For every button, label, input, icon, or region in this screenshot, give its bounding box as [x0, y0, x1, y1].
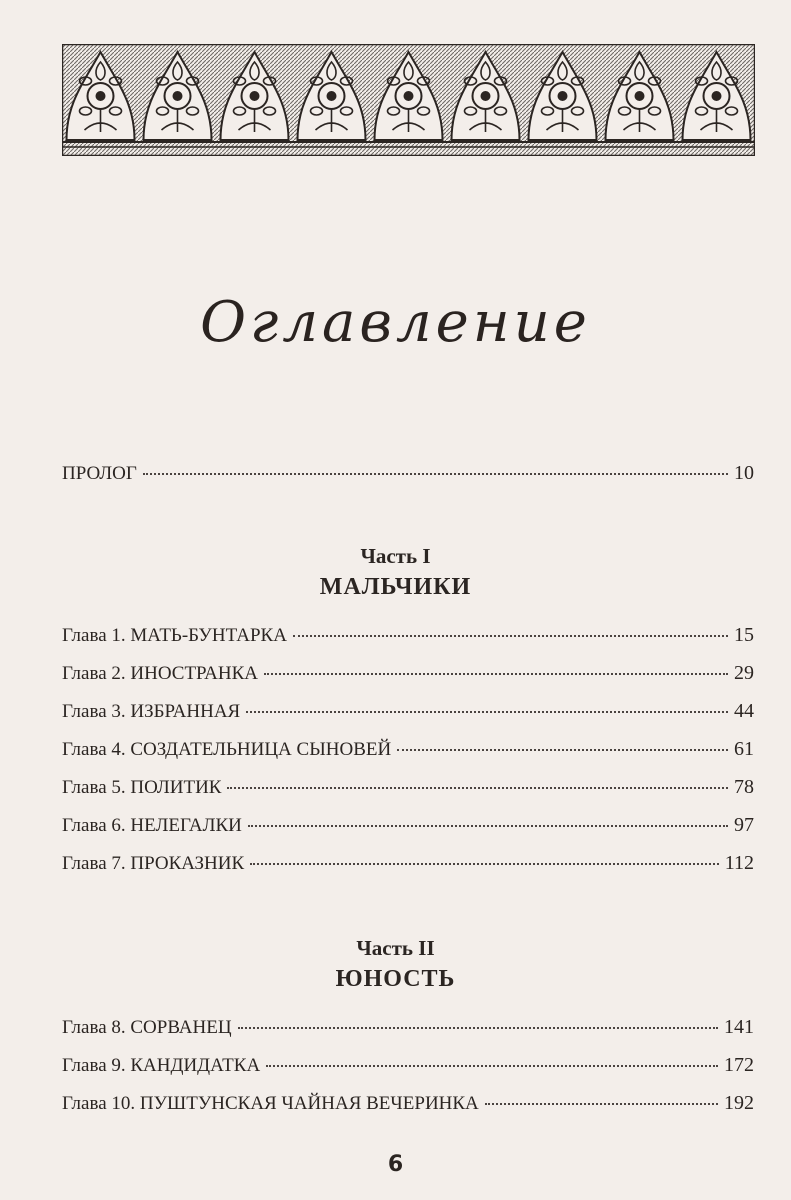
toc-entry-page: 192 — [724, 1092, 754, 1114]
toc-entry-label: Глава 1. МАТЬ-БУНТАРКА — [62, 625, 287, 646]
toc-entry-chapter-3[interactable] — [62, 700, 754, 728]
toc-entry-chapter-2[interactable] — [62, 662, 754, 690]
toc-entry-page: 10 — [734, 462, 754, 484]
ornament-border — [62, 44, 755, 156]
toc-entry-page: 112 — [724, 852, 754, 874]
toc-entry-chapter-8[interactable] — [62, 1016, 754, 1044]
part-1-name: МАЛЬЧИКИ — [319, 574, 472, 600]
toc-entry-label: Глава 8. СОРВАНЕЦ — [62, 1017, 232, 1038]
toc-entry-prologue[interactable] — [62, 462, 754, 490]
toc-entry-page: 78 — [734, 776, 754, 798]
toc-entry-label: Глава 2. ИНОСТРАНКА — [62, 663, 259, 684]
leader-dots — [248, 825, 728, 827]
toc-entry-page: 29 — [734, 662, 754, 684]
leader-dots — [264, 673, 728, 675]
toc-entry-label: ПРОЛОГ — [62, 463, 137, 484]
toc-entry-label: Глава 10. ПУШТУНСКАЯ ЧАЙНАЯ ВЕЧЕРИНКА — [62, 1093, 479, 1114]
toc-entry-label: Глава 5. ПОЛИТИК — [62, 777, 222, 798]
leader-dots — [485, 1103, 718, 1105]
toc-entry-page: 61 — [734, 738, 754, 760]
leader-dots — [266, 1065, 718, 1067]
toc-entry-chapter-1[interactable] — [62, 624, 754, 652]
toc-entry-page: 172 — [724, 1054, 754, 1076]
page-title: Оглавление — [200, 290, 591, 355]
leader-dots — [250, 863, 719, 865]
toc-entry-page: 141 — [724, 1016, 754, 1038]
part-2-name: ЮНОСТЬ — [335, 966, 456, 992]
toc-entry-page: 97 — [734, 814, 754, 836]
page-number: 6 — [387, 1152, 404, 1177]
part-1-title: Часть I — [360, 544, 431, 568]
toc-entry-label: Глава 4. СОЗДАТЕЛЬНИЦА СЫНОВЕЙ — [62, 739, 392, 760]
toc-entry-chapter-7[interactable] — [62, 852, 754, 880]
leader-dots — [227, 787, 728, 789]
toc-entry-page: 15 — [734, 624, 754, 646]
toc-entry-label: Глава 9. КАНДИДАТКА — [62, 1055, 261, 1076]
toc-entry-page: 44 — [734, 700, 754, 722]
toc-entry-chapter-6[interactable] — [62, 814, 754, 842]
leader-dots — [397, 749, 728, 751]
toc-entry-chapter-9[interactable] — [62, 1054, 754, 1082]
leader-dots — [293, 635, 728, 637]
toc-entry-label: Глава 7. ПРОКАЗНИК — [62, 853, 245, 874]
leader-dots — [238, 1027, 718, 1029]
part-2-title: Часть II — [356, 936, 435, 960]
leader-dots — [246, 711, 728, 713]
toc-entry-chapter-5[interactable] — [62, 776, 754, 804]
toc-entry-chapter-4[interactable] — [62, 738, 754, 766]
leader-dots — [143, 473, 728, 475]
toc-entry-chapter-10[interactable] — [62, 1092, 754, 1120]
toc-entry-label: Глава 3. ИЗБРАННАЯ — [62, 701, 241, 722]
toc-entry-label: Глава 6. НЕЛЕГАЛКИ — [62, 815, 242, 836]
